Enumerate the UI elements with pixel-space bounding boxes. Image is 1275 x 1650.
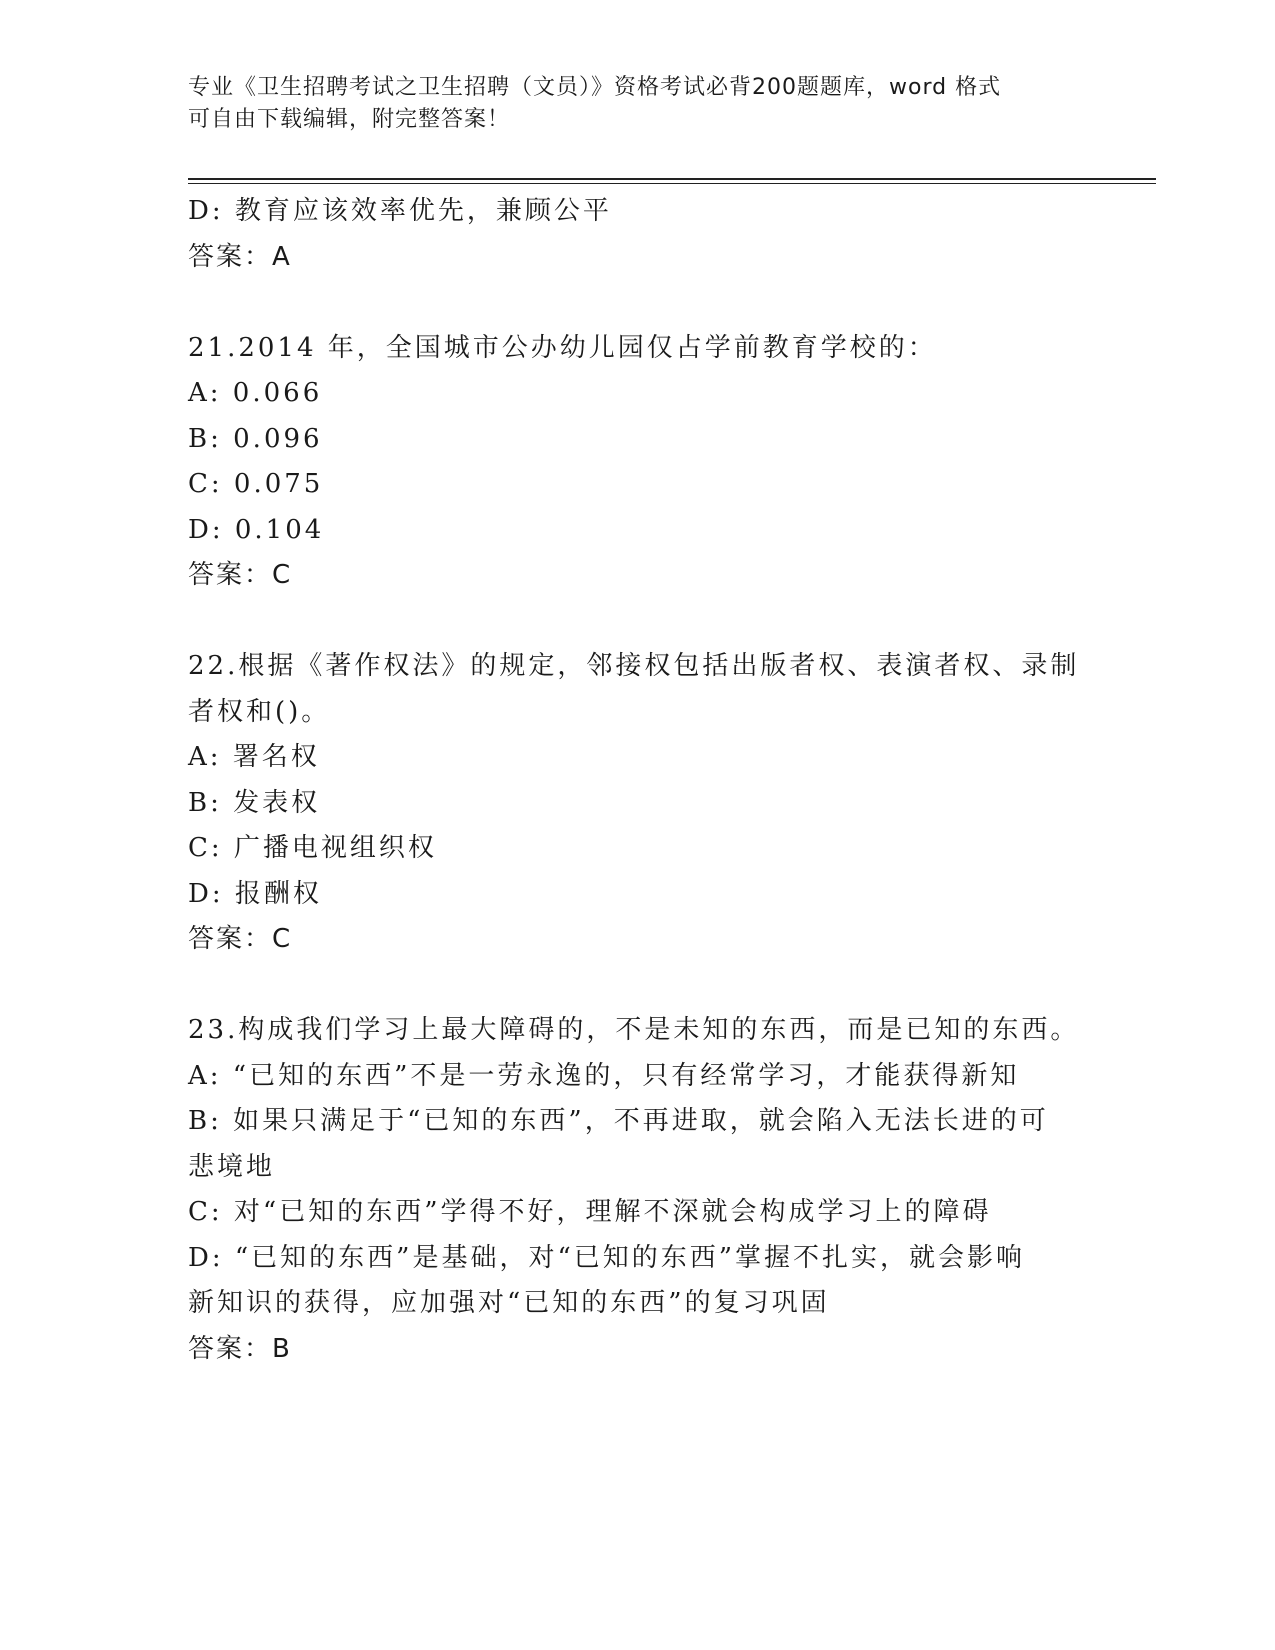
option-b-line-2: 悲境地 [188, 1151, 276, 1182]
option-a: A: 署名权 [188, 742, 320, 772]
option-b-line-1: B: 如果只满足于“已知的东西”，不再进取，就会陷入无法长进的可 [188, 1106, 1049, 1136]
question-text-line-1: 22.根据《著作权法》的规定，邻接权包括出版者权、表演者权、录制 [188, 651, 1080, 681]
option-c: C: 对“已知的东西”学得不好，理解不深就会构成学习上的障碍 [188, 1197, 992, 1227]
option-a: A: “已知的东西”不是一劳永逸的，只有经常学习，才能获得新知 [188, 1060, 1020, 1091]
option-c: C: 0.075 [188, 469, 324, 499]
document-header [188, 72, 1068, 136]
answer: 答案：B [188, 1333, 292, 1364]
question-text: 23.构成我们学习上最大障碍的，不是未知的东西，而是已知的东西。 [188, 1015, 1080, 1045]
question-text-line-2: 者权和()。 [188, 696, 331, 727]
header-title-line-1: 专业《卫生招聘考试之卫生招聘（文员）》资格考试必背200题题库，word 格式 [188, 75, 1002, 100]
question-text: 21.2014 年，全国城市公办幼儿园仅占学前教育学校的： [188, 332, 937, 363]
spacer [188, 599, 1088, 645]
option-a: A: 0.066 [188, 378, 323, 408]
option-d: D: 报酬权 [188, 878, 322, 909]
spacer [188, 963, 1088, 1009]
answer: 答案：C [188, 924, 293, 954]
question-22 [188, 644, 1088, 963]
option-d: D: 0.104 [188, 514, 325, 545]
spacer [188, 280, 1088, 326]
prev-answer: 答案：A [188, 241, 292, 272]
option-b: B: 0.096 [188, 423, 323, 454]
option-c: C: 广播电视组织权 [188, 833, 437, 863]
option-b: B: 发表权 [188, 787, 321, 818]
prev-option-d: D: 教育应该效率优先，兼顾公平 [188, 196, 612, 226]
question-21 [188, 326, 1088, 599]
header-title-line-2: 可自由下载编辑，附完整答案！ [188, 107, 511, 132]
question-23 [188, 1008, 1088, 1372]
header-divider-thick [188, 178, 1156, 180]
option-d-line-1: D: “已知的东西”是基础，对“已知的东西”掌握不扎实，就会影响 [188, 1242, 1026, 1273]
header-divider-thin [188, 183, 1156, 184]
option-d-line-2: 新知识的获得，应加强对“已知的东西”的复习巩固 [188, 1288, 830, 1318]
answer: 答案：C [188, 560, 293, 590]
question-list [188, 189, 1088, 1372]
